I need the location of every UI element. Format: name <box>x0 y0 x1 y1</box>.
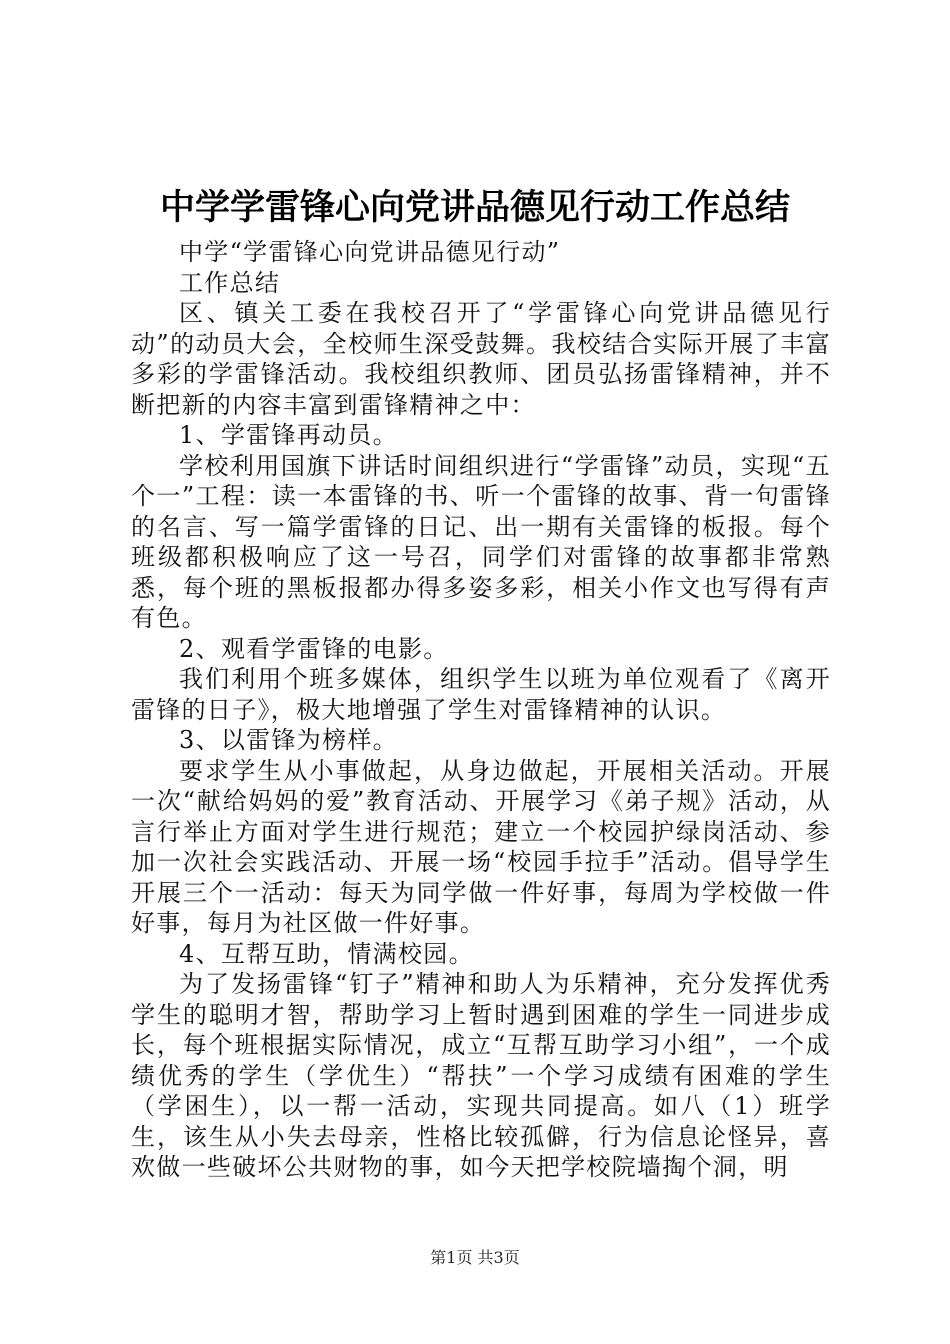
section-heading-3: 3、以雷锋为榜样。 <box>179 726 398 754</box>
section-heading-1: 1、学雷锋再动员。 <box>179 421 398 449</box>
subtitle-line-2: 工作总结 <box>179 268 281 297</box>
paragraph-section-4: 为了发扬雷锋“钉子”精神和助人为乐精神，充分发挥优秀学生的聪明才智，帮助学习上暂时遇到困难的学生一同进步成长，每个班根据实际情况，成立“互帮互助学习小组”，一个成绩优秀的学生（学优生）“帮扶”一个学习成绩有困难的学生（学困生），以一帮一活动，实现共同提高。如八（1）班学生，该生从小失去母亲，性格比较孤僻，行为信息论怪异，喜欢做一些破坏公共财物的事，如今天把学校院墙掏个洞，明 <box>131 970 831 1181</box>
document-body <box>131 237 831 1183</box>
paragraph-section-3: 要求学生从小事做起，从身边做起，开展相关活动。开展一次“献给妈妈的爱”教育活动、开展学习《弟子规》活动，从言行举止方面对学生进行规范；建立一个校园护绿岗活动、参加一次社会实践活动、开展一场“校园手拉手”活动。倡导学生开展三个一活动：每天为同学做一件好事，每周为学校做一件好事，每月为社区做一件好事。 <box>131 756 831 937</box>
paragraph-intro: 区、镇关工委在我校召开了“学雷锋心向党讲品德见行动”的动员大会，全校师生深受鼓舞。我校结合实际开展了丰富多彩的学雷锋活动。我校组织教师、团员弘扬雷锋精神，并不断把新的内容丰富到雷锋精神之中： <box>131 299 831 419</box>
paragraph-section-1: 学校利用国旗下讲话时间组织进行“学雷锋”动员，实现“五个一”工程：读一本雷锋的书、听一个雷锋的故事、背一句雷锋的名言、写一篇学雷锋的日记、出一期有关雷锋的板报。每个班级都积极响应了这一号召，同学们对雷锋的故事都非常熟悉，每个班的黑板报都办得多姿多彩，相关小作文也写得有声有色。 <box>131 451 831 632</box>
section-heading-4: 4、互帮互助，情满校园。 <box>179 939 474 968</box>
document-title: 中学学雷锋心向党讲品德见行动工作总结 <box>159 188 790 228</box>
paragraph-section-2: 我们利用个班多媒体，组织学生以班为单位观看了《离开雷锋的日子》，极大地增强了学生对雷锋精神的认识。 <box>131 665 831 724</box>
subtitle-line-1: 中学“学雷锋心向党讲品德见行动” <box>179 238 561 266</box>
page-footer: 第1页 共3页 <box>430 1248 520 1267</box>
section-heading-2: 2、观看学雷锋的电影。 <box>179 634 449 663</box>
